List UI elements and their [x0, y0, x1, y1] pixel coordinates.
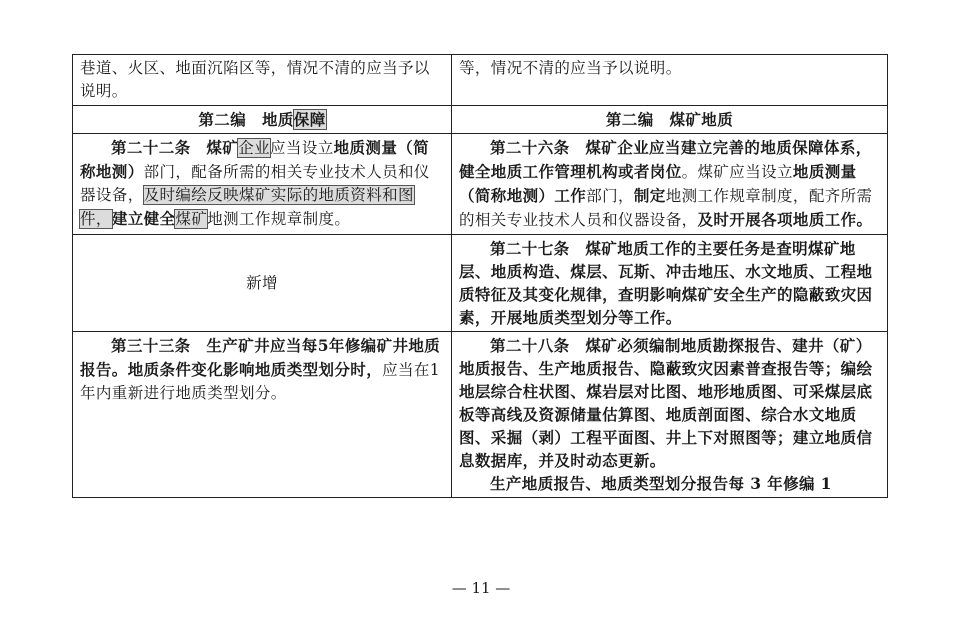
article-26-p5: 部门，	[586, 187, 634, 205]
article-26-p7: 地测工作规章制度，配齐所需的相关专业技术人员和仪器设备，	[459, 187, 873, 229]
table-row	[73, 235, 888, 332]
row0-right-cell	[452, 55, 888, 106]
table-row	[73, 55, 888, 106]
article-26-p8: 及时开展各项地质工作。	[697, 210, 873, 229]
article-22-p7: 建立健全	[111, 209, 176, 228]
row0-left-text: 巷道、火区、地面沉陷区等，情况不清的应当予以说明。	[80, 59, 430, 100]
article-26-p4: 地质测量（简称地测）工作	[459, 162, 857, 205]
article-28-cell	[452, 332, 888, 498]
article-33-p2: 应当在1年内重新进行地质类型划分。	[80, 361, 441, 402]
page-number: — 11 —	[451, 579, 511, 597]
article-27-cell	[452, 235, 888, 332]
article-22-p3: 应当设立	[270, 139, 334, 157]
article-26-p3: 。煤矿应当设立	[681, 163, 793, 181]
article-26-p2: 建立完善的地质保障体系，健全地质工作管理机构或者岗位	[459, 138, 872, 181]
header-left-b: 保障	[293, 110, 326, 129]
header-left-a: 第二编 地质	[198, 110, 294, 129]
article-33-p1: 第三十三条 生产矿井应当每5年修编矿井地质报告。地质条件变化影响地质类型划分时，	[80, 336, 441, 379]
article-22-p4: 地质测量（简称地测）	[80, 138, 430, 181]
article-22-p1: 第二十二条 煤矿	[111, 138, 239, 157]
article-26-p6: 制定	[633, 186, 666, 205]
header-row	[73, 106, 888, 134]
row0-right-text: 等，情况不清的应当予以说明。	[459, 59, 682, 77]
article-27-text: 第二十七条 煤矿地质工作的主要任务是查明煤矿地层、地质构造、煤层、瓦斯、冲击地压、水文地质、工程地质特征及其变化规律，查明影响煤矿安全生产的隐蔽致灾因素，开展地质类型划分等工作。	[459, 239, 873, 327]
article-33-cell	[73, 332, 452, 498]
article-22-p2: 企业	[238, 139, 271, 157]
new-label: 新增	[246, 273, 278, 292]
article-22-p9: 地测工作规章制度。	[207, 210, 351, 228]
row0-left-cell	[73, 55, 452, 106]
article-22-cell	[73, 134, 452, 235]
header-left-cell	[73, 106, 452, 134]
article-22-p5: 部门，配备所需的相关专业技术人员和仪器设备，	[80, 163, 430, 204]
comparison-table	[72, 54, 888, 498]
new-label-cell	[73, 235, 452, 332]
article-28-p2: 生产地质报告、地质类型划分报告每 3 年修编 1	[490, 474, 832, 493]
article-22-p8: 煤矿	[175, 210, 208, 228]
article-26-cell	[452, 134, 888, 235]
header-right-cell	[452, 106, 888, 134]
table-row	[73, 134, 888, 235]
header-right-text: 第二编 煤矿地质	[605, 110, 734, 129]
article-22-p6: 及时编绘反映煤矿实际的地质资料和图件，	[80, 186, 414, 228]
article-26-p1: 第二十六条 煤矿企业应当	[490, 138, 681, 157]
table-row	[73, 332, 888, 498]
article-28-p1: 第二十八条 煤矿必须编制地质勘探报告、建井（矿）地质报告、生产地质报告、隐蔽致灾因素普查报告等；编绘地层综合柱状图、煤岩层对比图、地形地质图、可采煤层底板等高线及资源储量估算图、地质剖面图、综合水文地质图、采掘（剥）工程平面图、井上下对照图等；建立地质信息数据库，并及时动态更新。	[459, 336, 873, 470]
